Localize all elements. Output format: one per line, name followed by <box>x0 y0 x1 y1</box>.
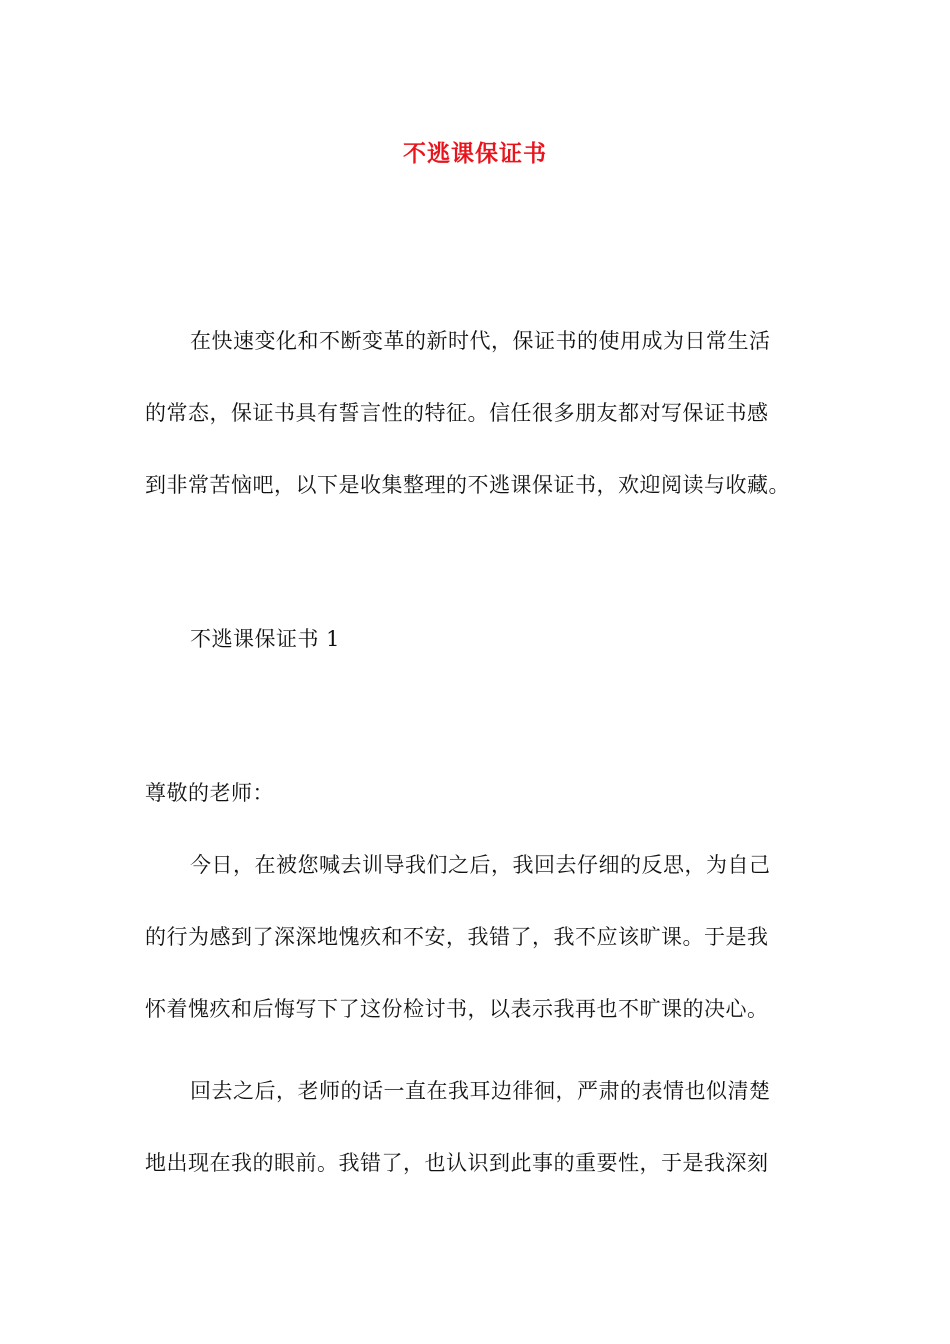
paragraph2-line-2: 地出现在我的眼前。我错了，也认识到此事的重要性，于是我深刻 <box>145 1151 769 1175</box>
intro-line-3: 到非常苦恼吧，以下是收集整理的不逃课保证书，欢迎阅读与收藏。 <box>145 473 790 497</box>
paragraph2-line-1: 回去之后，老师的话一直在我耳边徘徊，严肃的表情也似清楚 <box>190 1079 771 1103</box>
paragraph1-line-2: 的行为感到了深深地愧疚和不安，我错了，我不应该旷课。于是我 <box>145 925 769 949</box>
intro-line-2: 的常态，保证书具有誓言性的特征。信任很多朋友都对写保证书感 <box>145 401 769 425</box>
salutation: 尊敬的老师： <box>145 781 274 805</box>
section-heading: 不逃课保证书 1 <box>190 627 341 651</box>
document-title: 不逃课保证书 <box>403 140 547 167</box>
paragraph1-line-1: 今日，在被您喊去训导我们之后，我回去仔细的反思，为自己 <box>190 853 771 877</box>
paragraph1-line-3: 怀着愧疚和后悔写下了这份检讨书，以表示我再也不旷课的决心。 <box>145 997 769 1021</box>
intro-line-1: 在快速变化和不断变革的新时代，保证书的使用成为日常生活 <box>190 329 771 353</box>
